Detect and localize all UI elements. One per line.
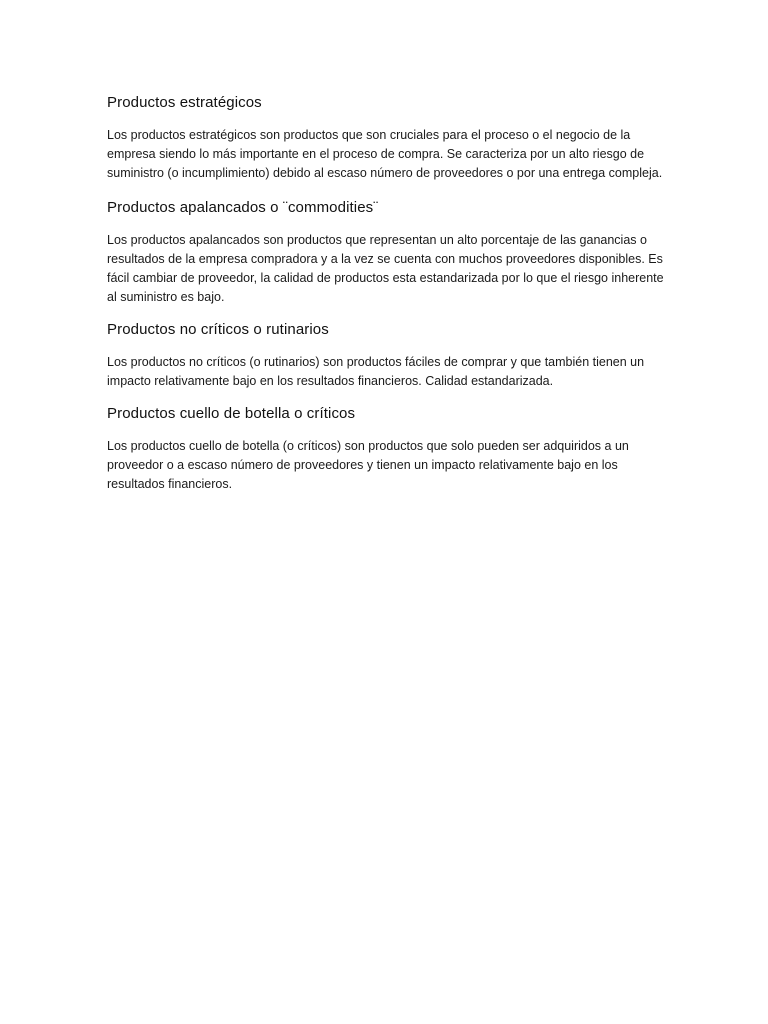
section-paragraph: Los productos estratégicos son productos que son cruciales para el proceso o el negocio de la empresa siendo lo más importante en el proceso de compra. Se caracteriza por un alto riesgo de suministro (o incumplimiento) debido al escaso número de proveedores o por una entrega compleja.: [107, 128, 663, 180]
section-heading: Productos cuello de botella o críticos: [107, 405, 356, 422]
section-paragraph: Los productos apalancados son productos que representan un alto porcentaje de las ganancias o resultados de la empresa compradora y a la vez se cuenta con muchos proveedores disponibles. Es fácil cambiar de proveedor, la calidad de productos esta estandarizada por lo que el riesgo inherente al suministro es bajo.: [107, 233, 664, 304]
section-paragraph: Los productos no críticos (o rutinarios) son productos fáciles de comprar y que también tienen un impacto relativamente bajo en los resultados financieros. Calidad estandarizada.: [107, 355, 645, 388]
section-bottleneck-products: [107, 403, 667, 494]
section-heading: Productos apalancados o ¨commodities¨: [107, 199, 379, 216]
section-non-critical-products: [107, 319, 667, 391]
section-strategic-products: [107, 92, 667, 183]
document-page: [107, 92, 667, 494]
section-leveraged-products: [107, 197, 667, 307]
section-paragraph: Los productos cuello de botella (o críticos) son productos que solo pueden ser adquiridos a un proveedor o a escaso número de proveedores y tienen un impacto relativamente bajo en los resultados financieros.: [107, 439, 629, 491]
section-heading: Productos no críticos o rutinarios: [107, 321, 329, 338]
section-heading: Productos estratégicos: [107, 94, 262, 111]
